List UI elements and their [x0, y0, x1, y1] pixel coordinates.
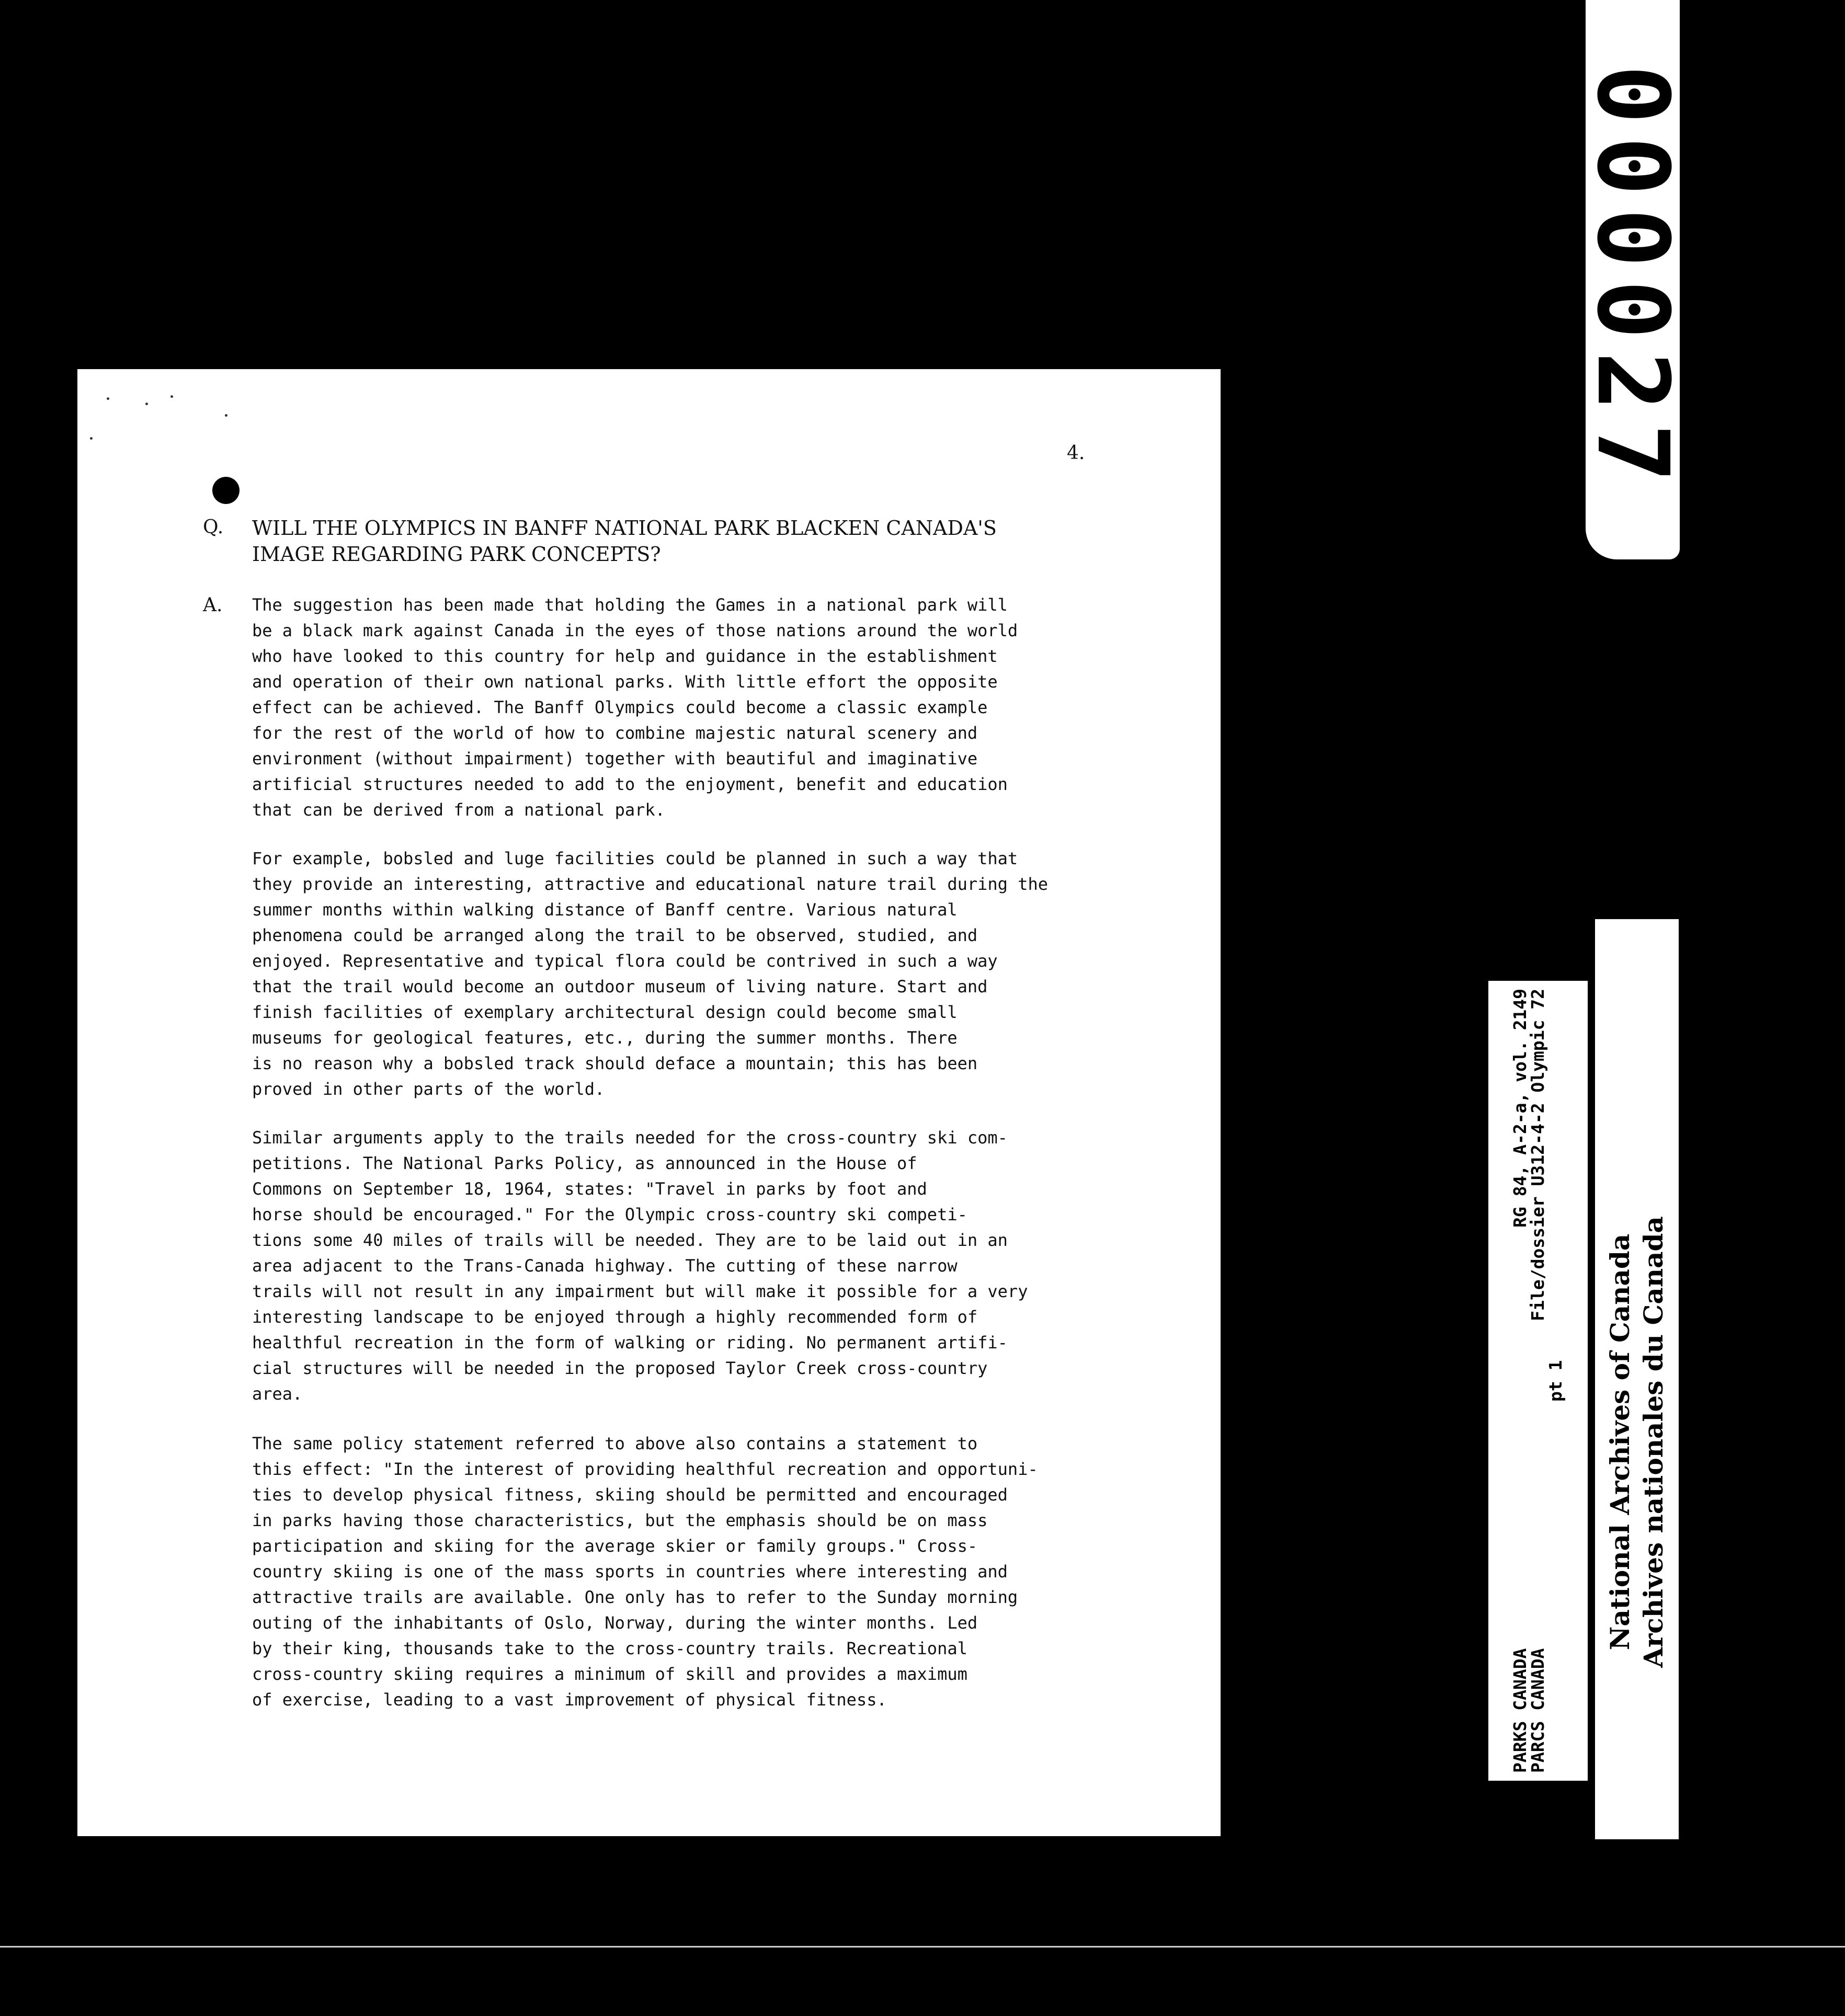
answer-label: A.	[203, 594, 223, 616]
archive-reference-label	[1488, 981, 1588, 1781]
answer-paragraph: Similar arguments apply to the trails needed for the cross-country ski com- petitions. The National Parks Policy, as announced in the House of Commons on September 18, 1964, states: "Travel in parks by foot and horse should be encouraged." For the Olympic cross-country ski competi- tions some 40 miles of trails will be needed. They are to be laid out in an area adjacent to the Trans-Canada highway. The cutting of these narrow trails will not result in any impairment but will make it possible for a very interesting landscape to be enjoyed through a highly recommended form of healthful recreation in the form of walking or riding. No permanent artifi- cial structures will be needed in the proposed Taylor Creek cross-country area.	[252, 1128, 1028, 1404]
part-reference: pt 1	[1545, 1360, 1566, 1402]
scan-speck	[107, 397, 109, 400]
parks-canada-fr: PARCS CANADA	[1528, 1648, 1548, 1773]
frame-counter-number: 000027	[1575, 64, 1690, 495]
punch-hole	[212, 477, 240, 504]
scan-speck	[90, 437, 93, 440]
scan-speck	[170, 395, 173, 398]
answer-paragraph: The suggestion has been made that holding the Games in a national park will be a black mark against Canada in the eyes of those nations around the world who have looked to this country for help and guidance in the establishment and operation of their own national parks. With little effort the opposite effect can be achieved. The Banff Olympics could become a classic example for the rest of the world of how to combine majestic natural scenery and environment (without impairment) together with beautiful and imaginative artificial structures needed to add to the enjoyment, benefit and education that can be derived from a national park.	[252, 595, 1018, 820]
archives-name-en: National Archives of Canada	[1604, 1233, 1635, 1651]
page-number: 4.	[1067, 442, 1085, 464]
question-label: Q.	[203, 517, 224, 538]
parks-canada-en: PARKS CANADA	[1510, 1648, 1530, 1773]
frame-counter	[1575, 0, 1690, 559]
film-edge-line	[0, 1946, 1845, 1948]
archives-name-fr: Archives nationales du Canada	[1638, 1216, 1669, 1668]
national-archives-strip	[1595, 919, 1679, 1839]
scan-speck	[145, 403, 148, 405]
answer-paragraph: The same policy statement referred to above also contains a statement to this effect: "In the interest of providing healthful recreation and opportuni- ties to develop physical fitness, skiing should be permitted and encouraged in parks having those characteristics, but the emphasis should be on mass participation and skiing for the average skier or family groups." Cross- country skiing is one of the mass sports in countries where interesting and attractive trails are available. One only has to refer to the Sunday morning outing of the inhabitants of Oslo, Norway, during the winter months. Led by their king, thousands take to the cross-country trails. Recreational cross-country skiing requires a minimum of skill and provides a maximum of exercise, leading to a vast improvement of physical fitness.	[252, 1434, 1038, 1710]
record-group-reference: RG 84, A-2-a, vol. 2149	[1510, 989, 1530, 1228]
answer-paragraph: For example, bobsled and luge facilities could be planned in such a way that they provide an interesting, attractive and educational nature trail during the summer months within walking distance of Banff centre. Various natural phenomena could be arranged along the trail to be observed, studied, and enjoyed. Representative and typical flora could be contrived in such a way that the trail would become an outdoor museum of living nature. Start and finish facilities of exemplary architectural design could become small museums for geological features, etc., during the summer months. There is no reason why a bobsled track should deface a mountain; this has been proved in other parts of the world.	[252, 849, 1048, 1099]
file-reference: File/dossier U312-4-2 Olympic 72	[1528, 989, 1548, 1321]
question-heading: WILL THE OLYMPICS IN BANFF NATIONAL PARK BLACKEN CANADA'S IMAGE REGARDING PARK CONCEPTS?	[252, 517, 997, 566]
scan-speck	[225, 414, 227, 417]
